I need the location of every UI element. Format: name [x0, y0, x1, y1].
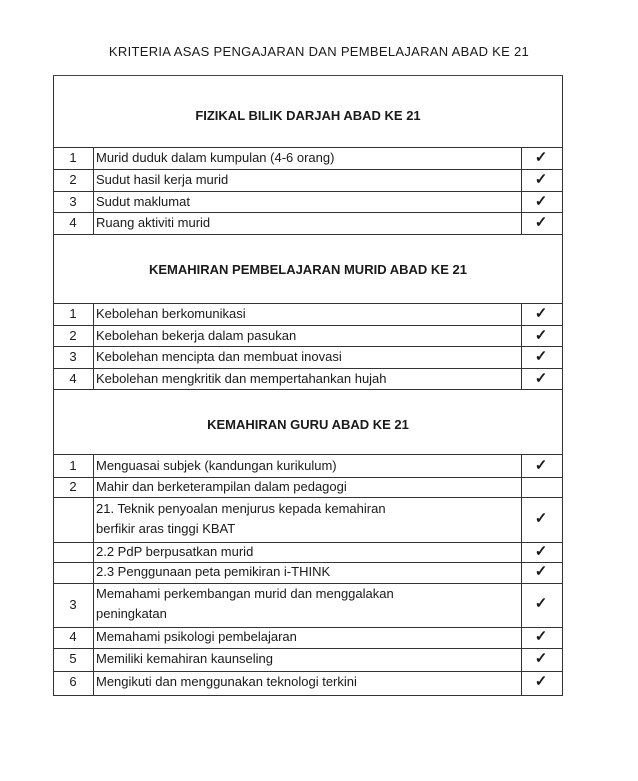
- row-number: 3: [69, 194, 77, 209]
- table-row: [53, 649, 563, 671]
- row-number: 2: [69, 328, 77, 343]
- row-text: Mahir dan berketerampilan dalam pedagogi: [96, 479, 347, 494]
- page-title: KRITERIA ASAS PENGAJARAN DAN PEMBELAJARAN ABAD KE 21: [108, 44, 530, 59]
- row-text: Kebolehan mencipta dan membuat inovasi: [96, 349, 342, 364]
- row-text: 21. Teknik penyoalan menjurus kepada kemahiran: [96, 501, 386, 516]
- row-text: Mengikuti dan menggunakan teknologi terkini: [96, 674, 357, 689]
- table-row: [53, 563, 563, 583]
- table-row: [53, 478, 563, 498]
- row-text: Ruang aktiviti murid: [96, 215, 211, 230]
- checkmark-icon: ✓: [534, 457, 548, 474]
- table-row: [53, 304, 563, 324]
- checkmark-icon: ✓: [534, 543, 548, 560]
- row-text: Sudut maklumat: [96, 194, 190, 209]
- row-text: Memahami psikologi pembelajaran: [96, 629, 297, 644]
- table-row: [53, 326, 563, 346]
- checkmark-icon: ✓: [534, 214, 548, 231]
- checkmark-icon: ✓: [534, 348, 548, 365]
- row-number: 4: [69, 371, 77, 386]
- row-text: 2.3 Penggunaan peta pemikiran i-THINK: [96, 564, 331, 579]
- table-row: [53, 672, 563, 694]
- checkmark-icon: ✓: [534, 628, 548, 645]
- checkmark-icon: ✓: [534, 171, 548, 188]
- row-number: 5: [69, 651, 77, 666]
- checkmark-icon: ✓: [534, 650, 548, 667]
- row-text: Kebolehan mengkritik dan mempertahankan hujah: [96, 371, 387, 386]
- checkmark-icon: ✓: [534, 595, 548, 612]
- row-number: 6: [69, 674, 77, 689]
- checkmark-icon: ✓: [534, 370, 548, 387]
- row-text: Memiliki kemahiran kaunseling: [96, 651, 274, 666]
- checkmark-icon: ✓: [534, 193, 548, 210]
- table-row: [53, 584, 563, 626]
- row-text: Kebolehan bekerja dalam pasukan: [96, 328, 297, 343]
- checkmark-icon: ✓: [534, 510, 548, 527]
- table-row: [53, 543, 563, 563]
- row-number: 1: [69, 458, 77, 473]
- table-row: [53, 455, 563, 476]
- table-row: [53, 628, 563, 648]
- row-number: 3: [69, 349, 77, 364]
- row-text: Sudut hasil kerja murid: [96, 172, 229, 187]
- checkmark-icon: ✓: [534, 149, 548, 166]
- table-row: [53, 170, 563, 190]
- row-number: 3: [69, 597, 77, 612]
- table-row: [53, 347, 563, 367]
- row-number: 1: [69, 306, 77, 321]
- row-text: Murid duduk dalam kumpulan (4-6 orang): [96, 150, 335, 165]
- row-text-continued: peningkatan: [96, 606, 167, 621]
- table-row: [53, 148, 563, 168]
- row-number: 2: [69, 479, 77, 494]
- table-row: [53, 498, 563, 542]
- row-text: Memahami perkembangan murid dan menggalakan: [96, 586, 394, 601]
- checkmark-icon: ✓: [534, 673, 548, 690]
- checkmark-icon: ✓: [534, 305, 548, 322]
- row-text-continued: berfikir aras tinggi KBAT: [96, 521, 236, 536]
- section-heading: KEMAHIRAN GURU ABAD KE 21: [207, 417, 409, 432]
- row-number: 2: [69, 172, 77, 187]
- row-number: 4: [69, 629, 77, 644]
- section-heading: FIZIKAL BILIK DARJAH ABAD KE 21: [195, 108, 421, 123]
- row-number: 4: [69, 215, 77, 230]
- table-row: [53, 192, 563, 212]
- row-text: 2.2 PdP berpusatkan murid: [96, 544, 254, 559]
- checkmark-icon: ✓: [534, 563, 548, 580]
- row-text: Menguasai subjek (kandungan kurikulum): [96, 458, 337, 473]
- table-row: [53, 369, 563, 389]
- table-row: [53, 213, 563, 233]
- row-text: Kebolehan berkomunikasi: [96, 306, 246, 321]
- section-heading: KEMAHIRAN PEMBELAJARAN MURID ABAD KE 21: [148, 262, 468, 277]
- row-number: 1: [69, 150, 77, 165]
- checkmark-icon: ✓: [534, 327, 548, 344]
